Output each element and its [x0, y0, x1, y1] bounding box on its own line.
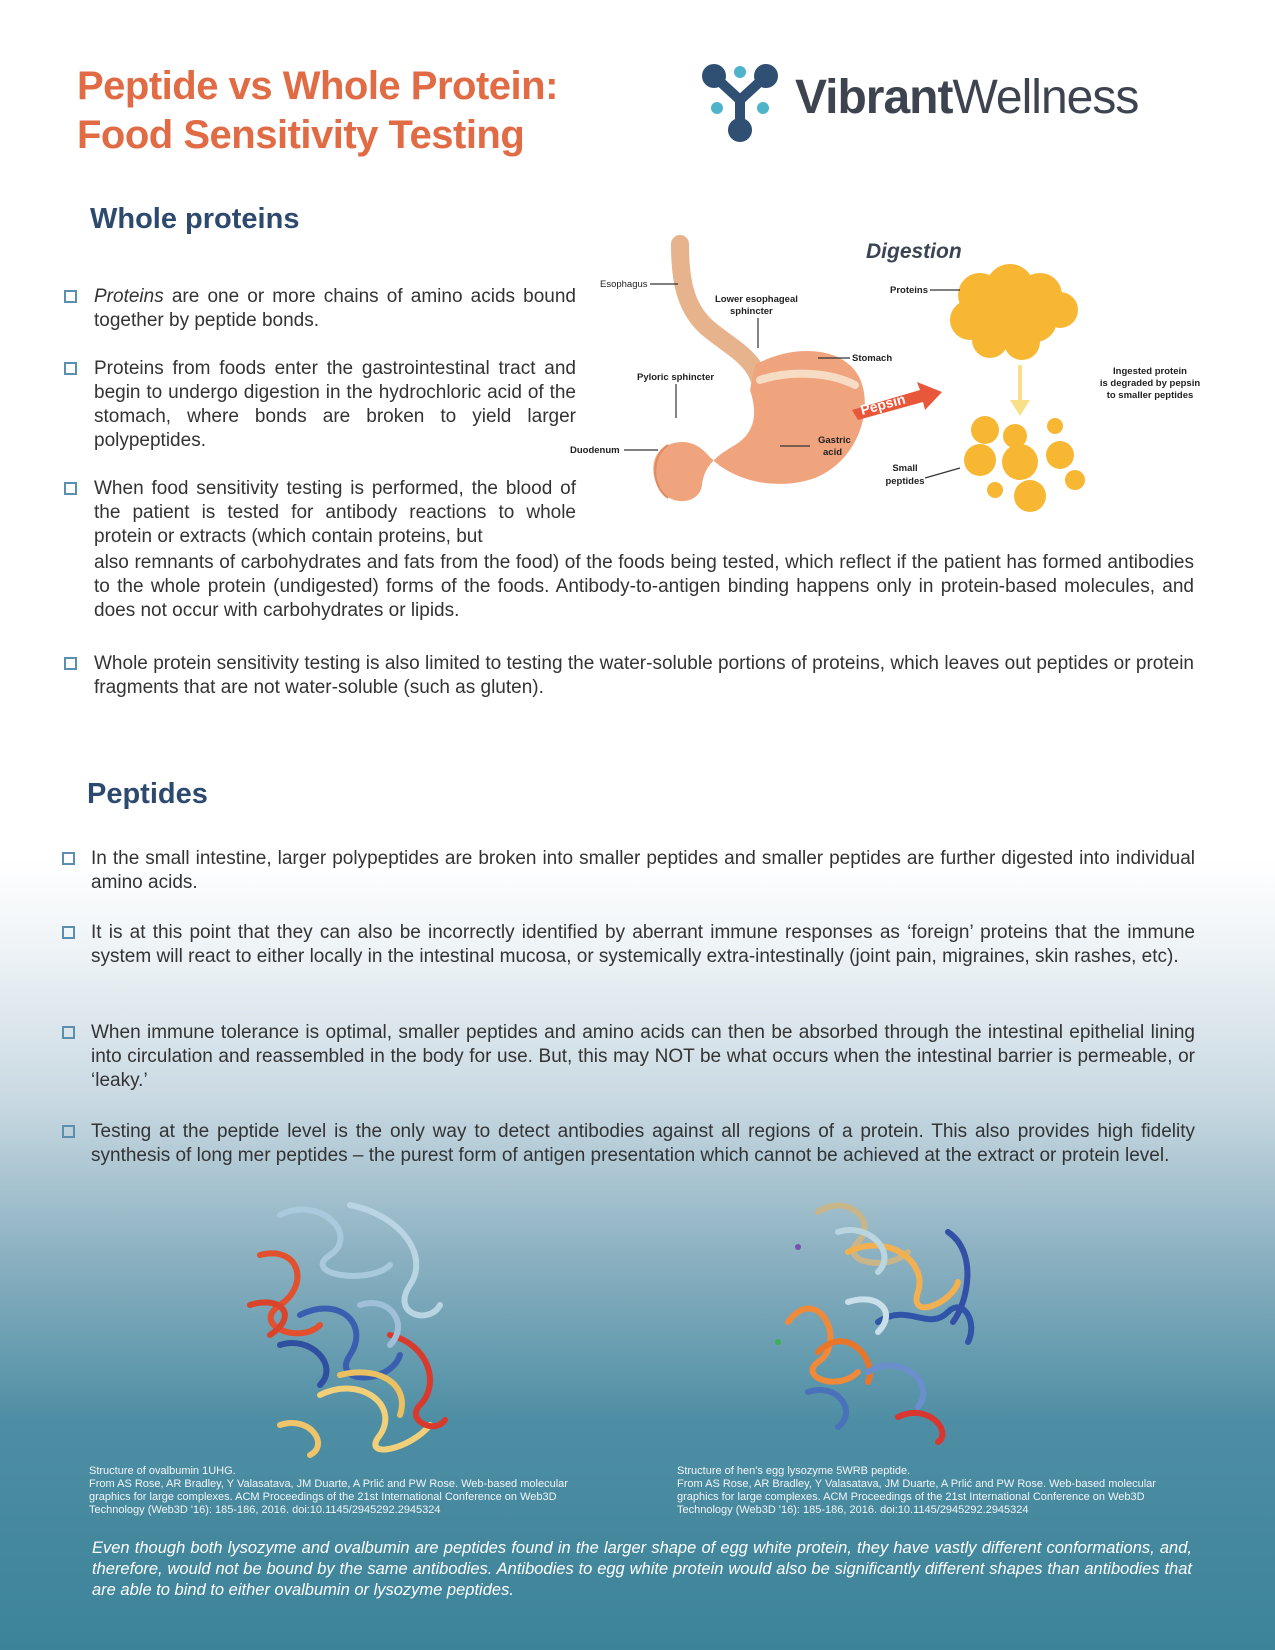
caption-lysozyme [677, 1465, 1207, 1517]
label-stomach: Stomach [852, 353, 893, 364]
page-title [77, 62, 558, 160]
bullet-text: also remnants of carbohydrates and fats from the food) of the foods being tested, which reflect if the patient has formed antibodies to the whole protein (undigested) forms of the foods. Antibody-to-antigen binding happens only in protein-based molecules, and does not occur with carbohydrates or lipids. [94, 552, 1194, 621]
bullet-small-intestine [62, 847, 1195, 895]
ovalbumin-structure-image [240, 1195, 460, 1460]
label-pyloric: Pyloric sphincter [637, 372, 715, 383]
caption-line: graphics for large complexes. ACM Proceedings of the 21st International Conference on Web3D [89, 1491, 557, 1503]
bullet-square-icon [62, 926, 75, 939]
label-ingested-1: Ingested protein [1113, 366, 1187, 377]
caption-line: Technology (Web3D '16): 185-186, 2016. doi:10.1145/2945292.2945324 [677, 1504, 1029, 1516]
proteins-emphasis: Proteins [94, 286, 164, 307]
bullet-water-soluble [64, 652, 1194, 700]
label-esophagus: Esophagus [600, 279, 648, 290]
caption-line: From AS Rose, AR Bradley, Y Valasatava, JM Duarte, A Prlić and PW Rose. Web-based molecular [89, 1478, 568, 1490]
closing-statement: Even though both lysozyme and ovalbumin are peptides found in the larger shape of egg white protein, they have vastly different conformations, and, therefore, would not be bound by the same antibodies. Antibodies to egg white protein would also be significantly different shapes than antibodies that are able to bind to either ovalbumin or lysozyme peptides. [92, 1539, 1192, 1599]
bullet-text: are one or more chains of amino acids bound together by peptide bonds. [94, 286, 576, 331]
bullet-text: When immune tolerance is optimal, smaller peptides and amino acids can then be absorbed through the intestinal epithelial lining into circulation and reassembled in the body for use. But, this may NOT be what occurs when the intestinal barrier is permeable, or ‘leaky.’ [91, 1022, 1195, 1091]
title-line-2: Food Sensitivity Testing [77, 113, 525, 157]
caption-line: Structure of hen's egg lysozyme 5WRB peptide. [677, 1465, 911, 1477]
esophagus-shape [680, 244, 762, 390]
section-heading-whole-proteins: Whole proteins [90, 203, 300, 235]
label-ingested-3: to smaller peptides [1106, 390, 1194, 401]
bullet-square-icon [64, 482, 77, 495]
label-small-2: peptides [885, 476, 925, 487]
label-gastric-2: acid [823, 447, 843, 458]
label-gastric-1: Gastric [818, 435, 851, 446]
bullet-square-icon [62, 852, 75, 865]
bullet-immune-tolerance [62, 1021, 1195, 1093]
bullet-text: In the small intestine, larger polypeptides are broken into smaller peptides and smaller peptides are further digested into individual amino acids. [91, 848, 1195, 893]
bullet-text: Testing at the peptide level is the only way to detect antibodies against all regions of a protein. This also provides high fidelity synthesis of long mer peptides – the purest form of antigen presentation which cannot be achieved at the extract or protein level. [91, 1121, 1195, 1166]
caption-line: From AS Rose, AR Bradley, Y Valasatava, JM Duarte, A Prlić and PW Rose. Web-based molecular [677, 1478, 1156, 1490]
logo-brand-light: Wellness [952, 71, 1139, 124]
bullet-text: Whole protein sensitivity testing is also limited to testing the water-soluble portions of proteins, which leaves out peptides or protein fragments that are not water-soluble (such as gluten). [94, 653, 1194, 698]
label-small-1: Small [892, 463, 918, 474]
bullet-testing-top [64, 477, 576, 549]
bullet-peptide-testing [62, 1120, 1195, 1168]
diagram-title: Digestion [866, 240, 962, 263]
label-duodenum: Duodenum [570, 445, 620, 456]
bullet-square-icon [64, 657, 77, 670]
protein-cluster-icon [950, 264, 1078, 360]
label-lower-esophageal-2: sphincter [730, 306, 773, 317]
bullet-text: When food sensitivity testing is performed, the blood of the patient is tested for antibody reactions to whole protein or extracts (which contain proteins, but [94, 478, 576, 547]
bullet-square-icon [62, 1125, 75, 1138]
bullet-text: Proteins from foods enter the gastrointestinal tract and begin to undergo digestion in the hydrochloric acid of the stomach, where bonds are broken to yield larger polypeptides. [94, 358, 576, 451]
section-heading-peptides: Peptides [87, 778, 208, 810]
label-ingested-2: is degraded by pepsin [1099, 378, 1201, 389]
label-proteins: Proteins [890, 285, 929, 296]
lysozyme-structure-image [778, 1192, 998, 1447]
bullet-digestion [64, 357, 576, 453]
degrade-arrow-icon [1010, 400, 1030, 416]
label-lower-esophageal-1: Lower esophageal [715, 294, 798, 305]
bullet-square-icon [64, 362, 77, 375]
bullet-immune-response [62, 921, 1195, 969]
caption-line: Technology (Web3D '16): 185-186, 2016. doi:10.1145/2945292.2945324 [89, 1504, 441, 1516]
logo-wordmark [795, 70, 1138, 125]
bullet-testing-continued [94, 551, 1194, 623]
digestion-diagram [570, 240, 1220, 525]
logo-brand-bold: Vibrant [795, 71, 953, 124]
bullet-text: It is at this point that they can also be incorrectly identified by aberrant immune responses as ‘foreign’ proteins that the immune system will react to either locally in the intestinal mucosa, or systemically extra-intestinally (joint pain, migraines, skin rashes, etc). [91, 922, 1195, 967]
title-line-1: Peptide vs Whole Protein: [77, 64, 558, 108]
logo-mark-icon [700, 62, 780, 142]
bullet-proteins-definition [64, 285, 576, 333]
caption-line: graphics for large complexes. ACM Proceedings of the 21st International Conference on Web3D [677, 1491, 1145, 1503]
small-peptides-icon [964, 416, 1085, 512]
bullet-square-icon [64, 290, 77, 303]
label-pepsin: Pepsin [858, 390, 908, 418]
caption-ovalbumin [89, 1465, 619, 1517]
caption-line: Structure of ovalbumin 1UHG. [89, 1465, 236, 1477]
bullet-square-icon [62, 1026, 75, 1039]
vibrant-wellness-logo [700, 62, 1220, 142]
